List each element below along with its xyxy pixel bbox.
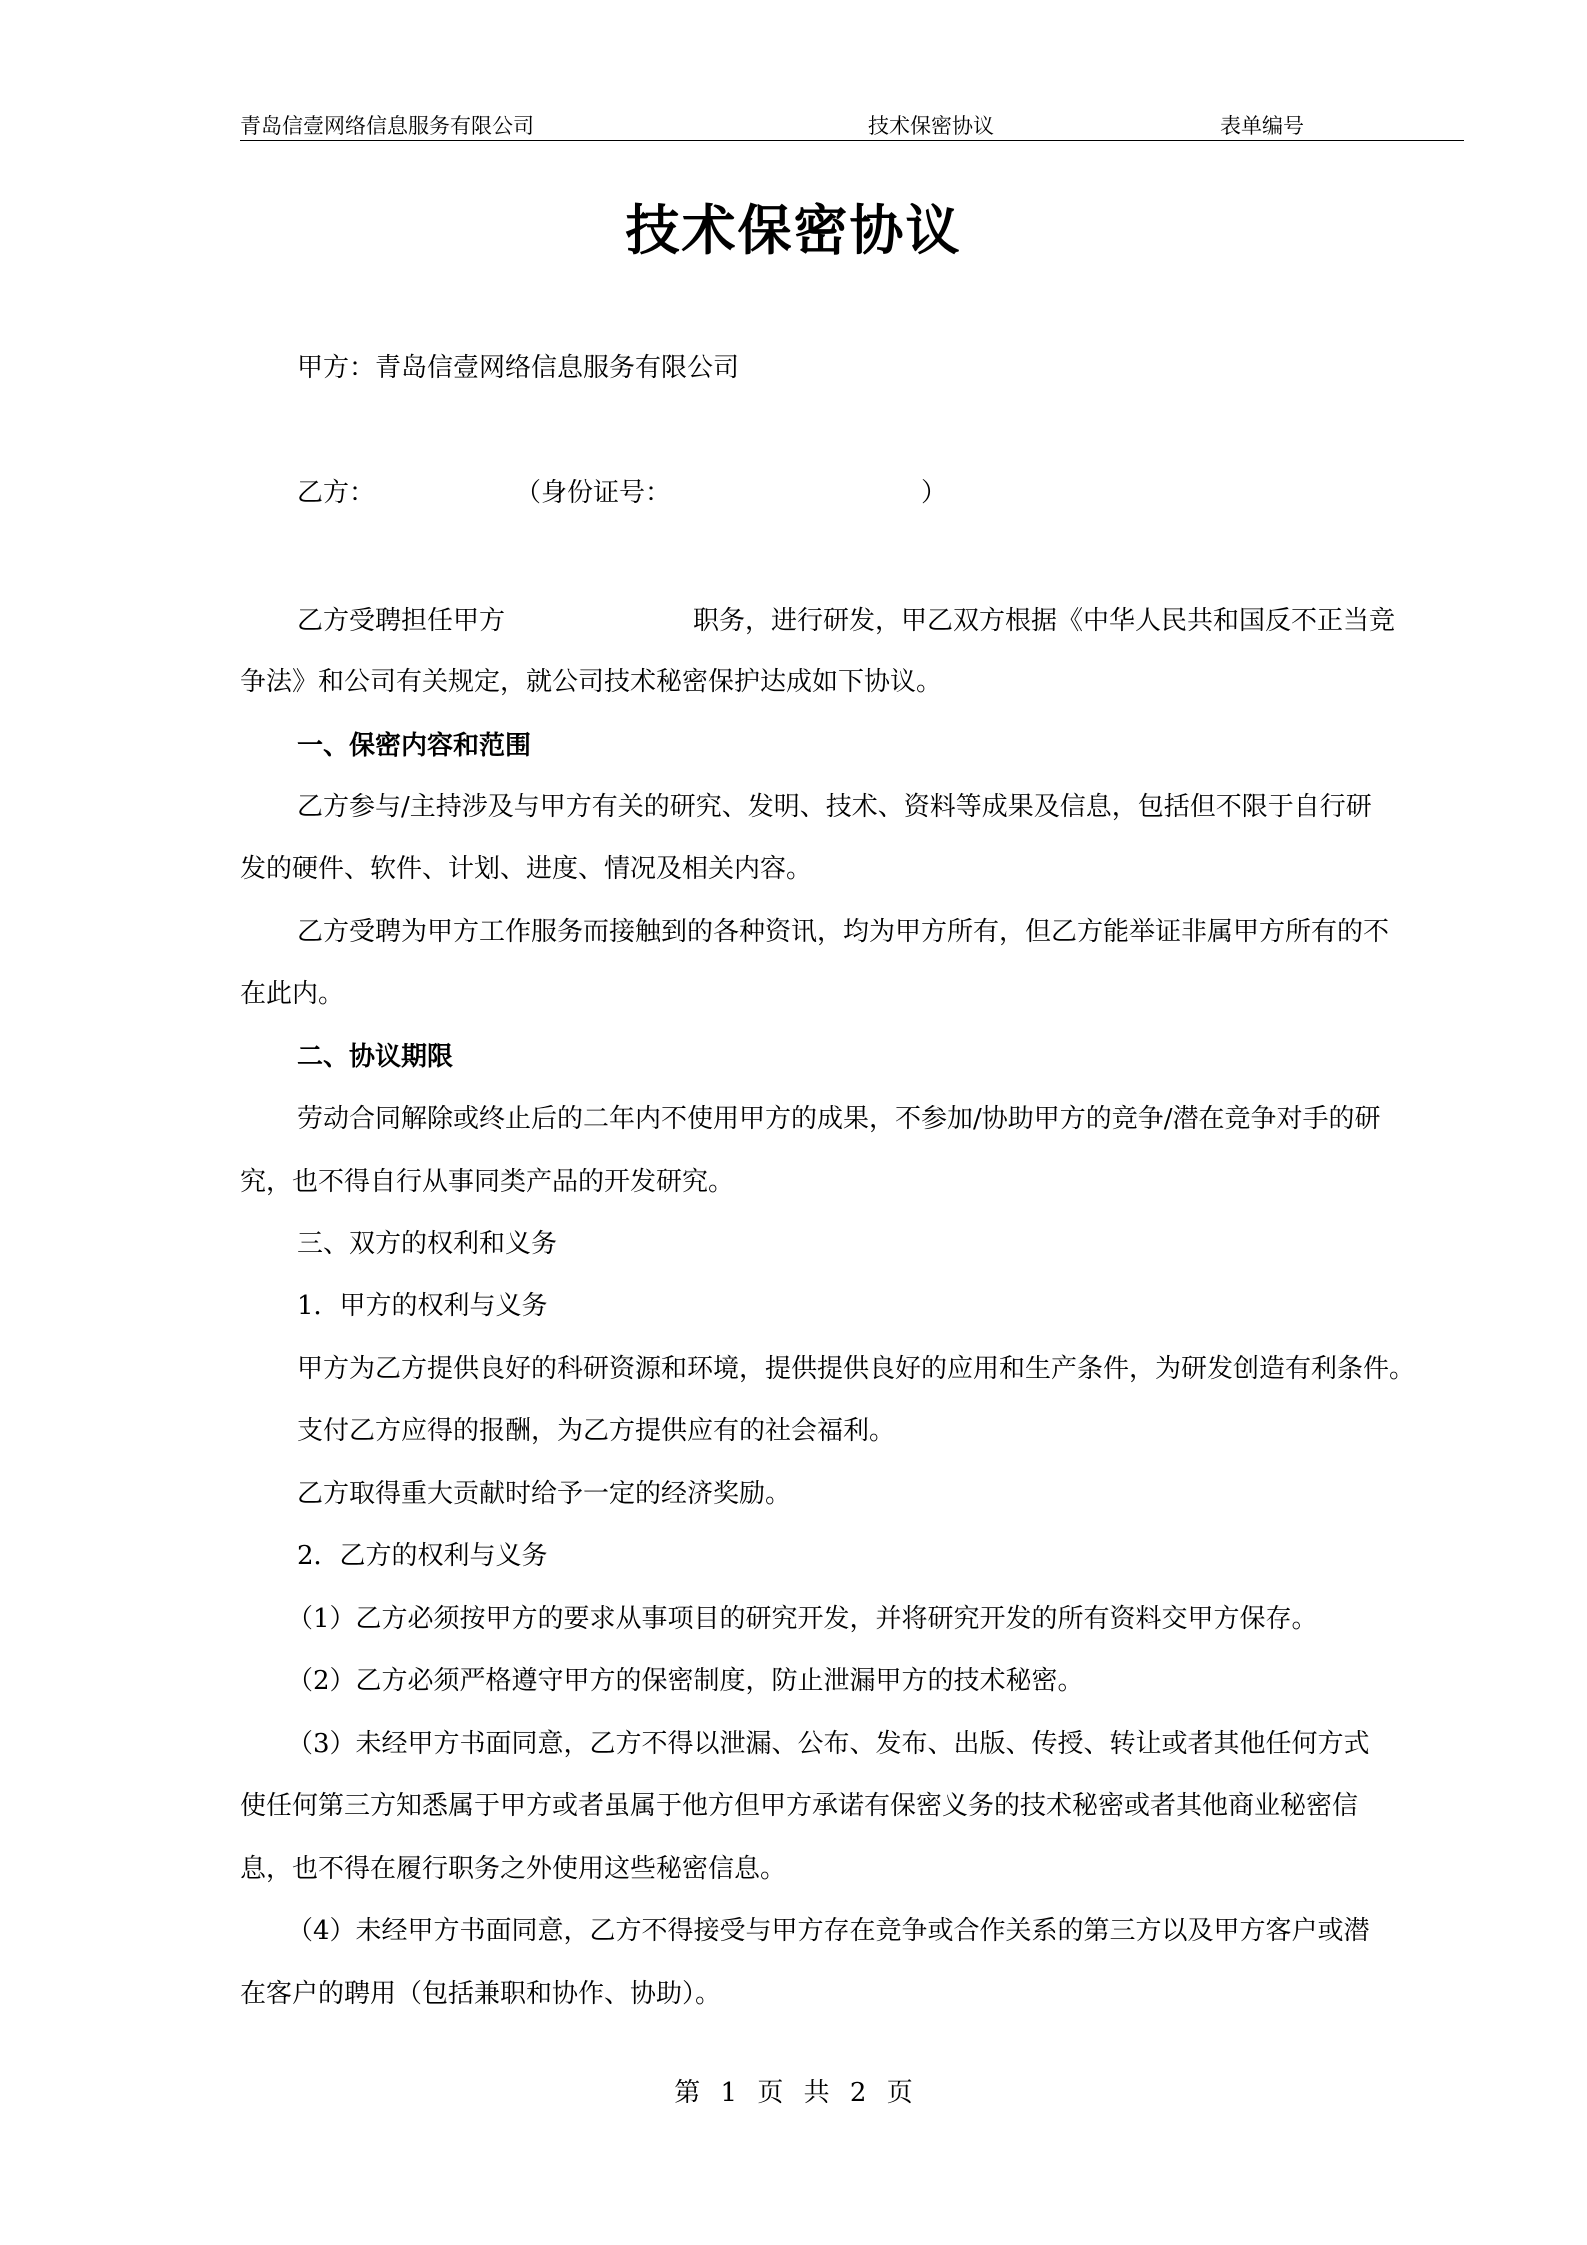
intro-line-2: 争法》和公司有关规定，就公司技术秘密保护达成如下协议。 [240,667,943,697]
section-2-para-line-1: 劳动合同解除或终止后的二年内不使用甲方的成果，不参加/协助甲方的竞争/潜在竞争对手的研 [297,1104,1381,1134]
section-1-para-2-line-1: 乙方受聘为甲方工作服务而接触到的各种资讯，均为甲方所有，但乙方能举证非属甲方所有的不 [297,917,1390,947]
section-1-para-2-line-2: 在此内。 [240,979,345,1009]
intro-text-1: 乙方受聘担任甲方 [297,606,506,636]
party-b-duty-1: （1）乙方必须按甲方的要求从事项目的研究开发，并将研究开发的所有资料交甲方保存。 [287,1604,1318,1634]
section-1-para-1-line-2: 发的硬件、软件、计划、进度、情况及相关内容。 [240,854,813,884]
party-b-duty-2: （2）乙方必须严格遵守甲方的保密制度，防止泄漏甲方的技术秘密。 [287,1666,1084,1696]
party-b-id-close: ） [921,478,948,508]
section-3-sub-1: 1．甲方的权利与义务 [297,1291,548,1321]
page-header [240,112,1464,141]
party-a-duty-2: 支付乙方应得的报酬，为乙方提供应有的社会福利。 [297,1416,896,1446]
party-b-duty-4-line-2: 在客户的聘用（包括兼职和协作、协助）。 [240,1979,722,2009]
party-b [297,475,947,511]
party-b-duty-3-line-2: 使任何第三方知悉属于甲方或者虽属于他方但甲方承诺有保密义务的技术秘密或者其他商业秘密信 [240,1791,1359,1821]
section-2-para-line-2: 究，也不得自行从事同类产品的开发研究。 [240,1167,735,1197]
party-b-duty-3-line-1: （3）未经甲方书面同意，乙方不得以泄漏、公布、发布、出版、传授、转让或者其他任何方式 [287,1729,1370,1759]
header-company: 青岛信壹网络信息服务有限公司 [240,114,534,138]
party-a-duty-3: 乙方取得重大贡献时给予一定的经济奖励。 [297,1479,792,1509]
section-1-para-1-line-1: 乙方参与/主持涉及与甲方有关的研究、发明、技术、资料等成果及信息，包括但不限于自行研 [297,792,1372,822]
document-title: 技术保密协议 [625,198,962,262]
page-number: 第 1 页 共 2 页 [674,2078,913,2108]
section-2-heading: 二、协议期限 [297,1042,454,1072]
header-doc-name: 技术保密协议 [868,114,994,138]
party-b-duty-4-line-1: （4）未经甲方书面同意，乙方不得接受与甲方存在竞争或合作关系的第三方以及甲方客户或潜 [287,1916,1370,1946]
party-b-duty-3-line-3: 息，也不得在履行职务之外使用这些秘密信息。 [240,1854,787,1884]
party-b-label: 乙方： [297,478,376,508]
header-form-number: 表单编号 [1220,114,1304,138]
intro-text-2: 职务，进行研发，甲乙双方根据《中华人民共和国反不正当竞 [693,606,1396,636]
party-b-id-open: （身份证号： [515,478,672,508]
party-a: 甲方：青岛信壹网络信息服务有限公司 [297,353,740,383]
section-3-heading: 三、双方的权利和义务 [297,1229,558,1259]
section-3-sub-2: 2．乙方的权利与义务 [297,1541,548,1571]
section-1-heading: 一、保密内容和范围 [297,731,532,761]
party-a-duty-1: 甲方为乙方提供良好的科研资源和环境，提供提供良好的应用和生产条件，为研发创造有利条件。 [297,1354,1416,1384]
intro-line-1 [297,603,1395,639]
